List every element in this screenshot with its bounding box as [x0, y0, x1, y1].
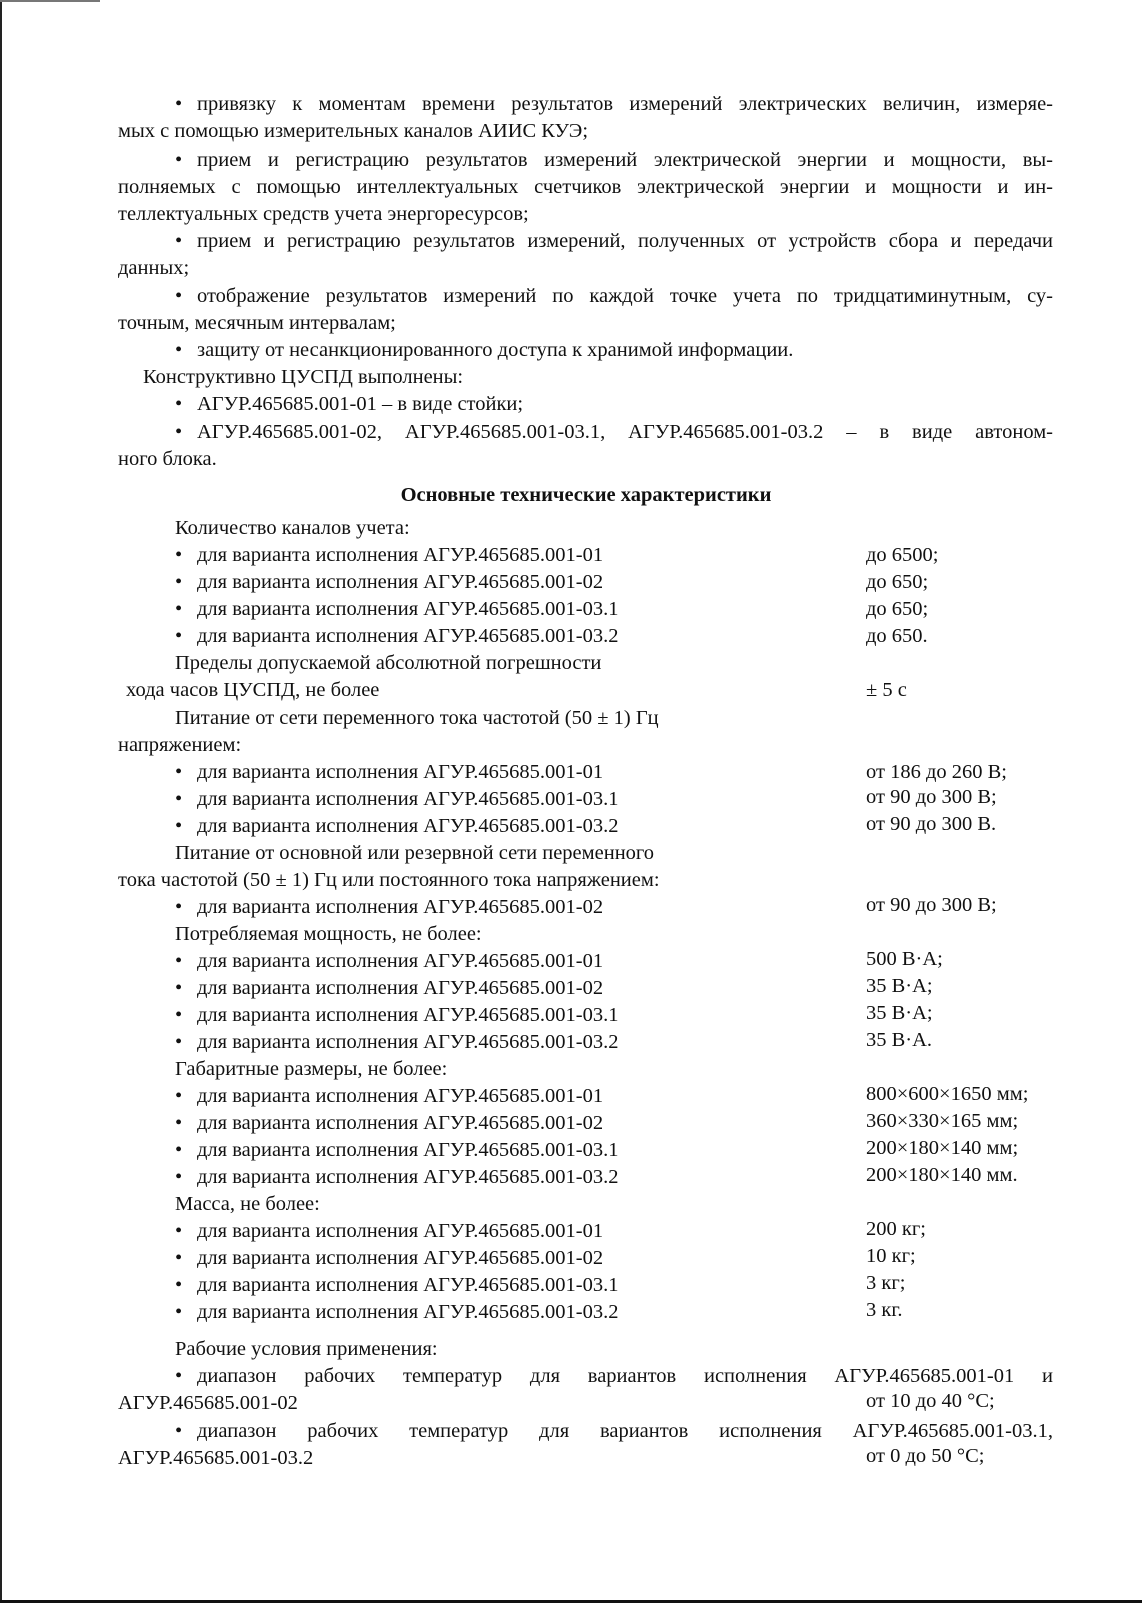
list-item-continuation: мых с помощью измерительных каналов АИИС КУЭ; [118, 120, 589, 142]
spec-row: •для варианта исполнения АГУР.465685.001-02 [175, 1111, 603, 1135]
spec-value: до 650; [866, 598, 929, 620]
spec-value: 200×180×140 мм. [866, 1164, 1018, 1186]
spec-title-power-backup: Питание от основной или резервной сети переменного [175, 842, 655, 864]
list-item: •диапазон рабочих температур для вариантов исполнения АГУР.465685.001-01 и [175, 1364, 1053, 1388]
spec-row: •для варианта исполнения АГУР.465685.001-03.2 [175, 624, 618, 648]
bullet-icon [175, 597, 197, 621]
bullet-icon [175, 1300, 197, 1324]
bullet-icon [175, 1364, 197, 1388]
bullet-icon [175, 148, 197, 172]
bullet-icon [175, 1273, 197, 1297]
spec-value: ± 5 с [866, 679, 907, 701]
list-item-continuation: теллектуальных средств учета энергоресурсов; [118, 203, 529, 225]
bullet-icon [175, 1138, 197, 1162]
bullet-icon [175, 787, 197, 811]
spec-title-power-backup-cont: тока частотой (50 ± 1) Гц или постоянного тока напряжением: [118, 869, 660, 891]
bullet-icon [175, 1419, 197, 1443]
spec-row: •для варианта исполнения АГУР.465685.001-02 [175, 1246, 603, 1270]
spec-value: 3 кг. [866, 1299, 903, 1321]
spec-title-clock: Пределы допускаемой абсолютной погрешности [175, 652, 602, 674]
bullet-icon [175, 1219, 197, 1243]
list-item: •прием и регистрацию результатов измерений электрической энергии и мощности, вы- [175, 148, 1053, 172]
spec-row: •для варианта исполнения АГУР.465685.001-03.1 [175, 597, 618, 621]
spec-value: 35 В·А; [866, 975, 933, 997]
spec-value: от 90 до 300 В; [866, 894, 997, 916]
spec-row: •для варианта исполнения АГУР.465685.001-02 [175, 976, 603, 1000]
spec-value: от 0 до 50 °С; [866, 1445, 985, 1467]
spec-value: 3 кг; [866, 1272, 906, 1294]
spec-row: •для варианта исполнения АГУР.465685.001-02 [175, 895, 603, 919]
spec-value: от 90 до 300 В. [866, 813, 997, 835]
list-item: •АГУР.465685.001-02, АГУР.465685.001-03.1, АГУР.465685.001-03.2 – в виде автоном- [175, 420, 1053, 444]
spec-title-operating: Рабочие условия применения: [175, 1338, 438, 1360]
spec-title-mass: Масса, не более: [175, 1193, 320, 1215]
spec-value: до 6500; [866, 544, 939, 566]
construction-intro: Конструктивно ЦУСПД выполнены: [143, 366, 464, 388]
spec-row: •для варианта исполнения АГУР.465685.001-03.1 [175, 787, 618, 811]
spec-value: 200×180×140 мм; [866, 1137, 1019, 1159]
list-item-continuation: АГУР.465685.001-02 [118, 1392, 298, 1414]
list-item: •прием и регистрацию результатов измерений, полученных от устройств сбора и передачи [175, 229, 1053, 253]
bullet-icon [175, 570, 197, 594]
spec-row: •для варианта исполнения АГУР.465685.001-01 [175, 1084, 603, 1108]
spec-title-clock-cont: хода часов ЦУСПД, не более [126, 679, 380, 701]
spec-title-consumption: Потребляемая мощность, не более: [175, 923, 482, 945]
spec-value: 360×330×165 мм; [866, 1110, 1019, 1132]
bullet-icon [175, 976, 197, 1000]
bullet-icon [175, 760, 197, 784]
list-item-continuation: полняемых с помощью интеллектуальных счетчиков электрической энергии и мощности и ин- [118, 176, 1053, 198]
spec-value: 10 кг; [866, 1245, 916, 1267]
spec-title-channels: Количество каналов учета: [175, 517, 410, 539]
bullet-icon [175, 543, 197, 567]
bullet-icon [175, 814, 197, 838]
spec-row: •для варианта исполнения АГУР.465685.001-03.2 [175, 814, 618, 838]
spec-row: •для варианта исполнения АГУР.465685.001-01 [175, 1219, 603, 1243]
spec-row: •для варианта исполнения АГУР.465685.001-03.2 [175, 1030, 618, 1054]
spec-value: от 10 до 40 °С; [866, 1390, 995, 1412]
bullet-icon [175, 392, 197, 416]
list-item-continuation: АГУР.465685.001-03.2 [118, 1447, 314, 1469]
list-item-continuation: ного блока. [118, 448, 217, 470]
spec-title-dimensions: Габаритные размеры, не более: [175, 1058, 448, 1080]
list-item: •защиту от несанкционированного доступа к хранимой информации. [175, 338, 793, 362]
bullet-icon [175, 949, 197, 973]
bullet-icon [175, 895, 197, 919]
spec-row: •для варианта исполнения АГУР.465685.001-03.2 [175, 1165, 618, 1189]
list-item-continuation: точным, месячным интервалам; [118, 312, 396, 334]
section-heading: Основные технические характеристики [400, 484, 772, 506]
spec-value: 35 В·А. [866, 1029, 933, 1051]
spec-row: •для варианта исполнения АГУР.465685.001-03.1 [175, 1138, 618, 1162]
spec-value: 500 В·А; [866, 948, 943, 970]
spec-row: •для варианта исполнения АГУР.465685.001-01 [175, 760, 603, 784]
bullet-icon [175, 338, 197, 362]
bullet-icon [175, 1084, 197, 1108]
spec-row: •для варианта исполнения АГУР.465685.001-01 [175, 949, 603, 973]
bullet-icon [175, 420, 197, 444]
bullet-icon [175, 229, 197, 253]
spec-row: •для варианта исполнения АГУР.465685.001-03.1 [175, 1003, 618, 1027]
bullet-icon [175, 1030, 197, 1054]
spec-value: 35 В·А; [866, 1002, 933, 1024]
spec-row: •для варианта исполнения АГУР.465685.001-03.1 [175, 1273, 618, 1297]
spec-row: •для варианта исполнения АГУР.465685.001-03.2 [175, 1300, 618, 1324]
spec-row: •для варианта исполнения АГУР.465685.001-01 [175, 543, 603, 567]
list-item: •диапазон рабочих температур для вариантов исполнения АГУР.465685.001-03.1, [175, 1419, 1053, 1443]
spec-value: от 186 до 260 В; [866, 761, 1007, 783]
bullet-icon [175, 1111, 197, 1135]
spec-value: 800×600×1650 мм; [866, 1083, 1029, 1105]
spec-value: до 650; [866, 571, 929, 593]
spec-value: до 650. [866, 625, 928, 647]
list-item-continuation: данных; [118, 257, 190, 279]
bullet-icon [175, 1165, 197, 1189]
spec-value: 200 кг; [866, 1218, 926, 1240]
list-item: •привязку к моментам времени результатов измерений электрических величин, измеряе- [175, 92, 1053, 116]
spec-row: •для варианта исполнения АГУР.465685.001-02 [175, 570, 603, 594]
scan-edge-left [0, 0, 2, 1603]
bullet-icon [175, 1003, 197, 1027]
spec-title-power-ac-cont: напряжением: [118, 734, 242, 756]
spec-title-power-ac: Питание от сети переменного тока частотой (50 ± 1) Гц [175, 707, 659, 729]
spec-value: от 90 до 300 В; [866, 786, 997, 808]
list-item: •АГУР.465685.001-01 – в виде стойки; [175, 392, 523, 416]
bullet-icon [175, 92, 197, 116]
scan-edge-top [0, 0, 100, 2]
bullet-icon [175, 284, 197, 308]
bullet-icon [175, 624, 197, 648]
list-item: •отображение результатов измерений по каждой точке учета по тридцатиминутным, су- [175, 284, 1053, 308]
bullet-icon [175, 1246, 197, 1270]
